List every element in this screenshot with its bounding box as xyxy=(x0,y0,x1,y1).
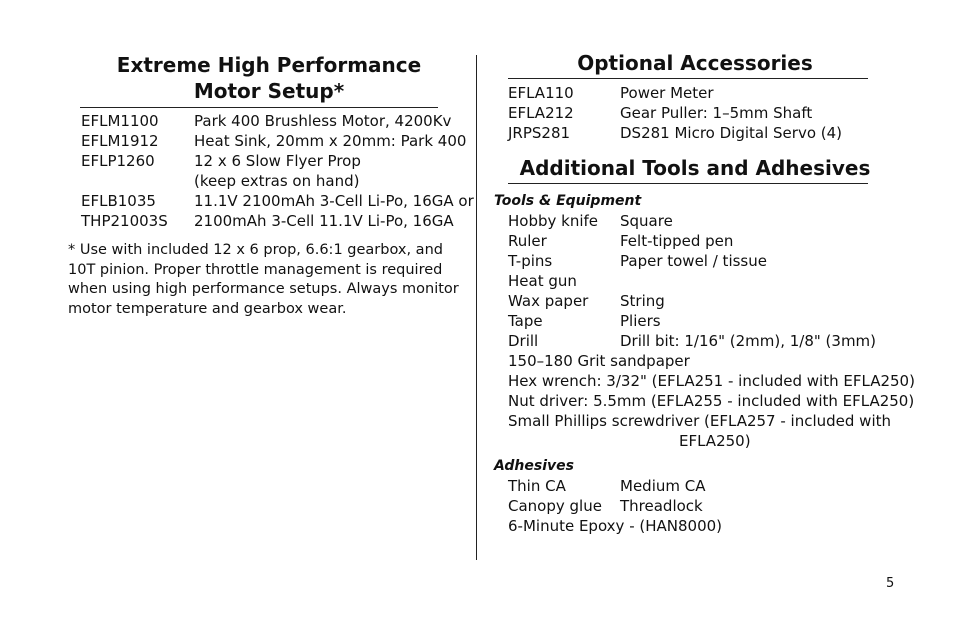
tools-list xyxy=(494,211,915,451)
part-row xyxy=(81,131,470,151)
tool-name: Wax paper xyxy=(508,292,589,310)
tool-line: Small Phillips screwdriver (EFLA257 - included with xyxy=(508,412,892,430)
tool-row xyxy=(508,211,894,231)
accessory-row xyxy=(508,83,894,103)
additional-tools-title: Additional Tools and Adhesives xyxy=(519,156,871,180)
tool-row xyxy=(508,271,894,291)
part-row xyxy=(81,211,470,231)
part-code: THP21003S xyxy=(81,212,168,230)
accessory-code: EFLA110 xyxy=(508,84,574,102)
part-row xyxy=(81,171,470,191)
tool-line: Nut driver: 5.5mm (EFLA255 - included with EFLA250) xyxy=(508,392,915,410)
motor-setup-title-line1: Extreme High Performance xyxy=(116,53,422,77)
accessory-desc: DS281 Micro Digital Servo (4) xyxy=(620,124,843,142)
part-row xyxy=(81,111,470,131)
part-desc: Heat Sink, 20mm x 20mm: Park 400 xyxy=(194,132,467,150)
accessory-row xyxy=(508,103,894,123)
tool-name: Drill bit: 1/16" (2mm), 1/8" (3mm) xyxy=(620,332,877,350)
part-desc: Park 400 Brushless Motor, 4200Kv xyxy=(194,112,452,130)
adhesive-name: Thin CA xyxy=(508,477,566,495)
tool-name: Ruler xyxy=(508,232,547,250)
tool-row xyxy=(508,231,894,251)
accessory-code: EFLA212 xyxy=(508,104,574,122)
optional-accessories-list xyxy=(494,83,894,143)
tool-name: String xyxy=(620,292,665,310)
tool-row xyxy=(508,251,894,271)
tool-name: Drill xyxy=(508,332,539,350)
adhesive-line: 6-Minute Epoxy - (HAN8000) xyxy=(508,517,723,535)
tool-name: Felt-tipped pen xyxy=(620,232,734,250)
tool-line: 150–180 Grit sandpaper xyxy=(508,352,690,370)
part-desc: (keep extras on hand) xyxy=(194,172,360,190)
tool-name: Pliers xyxy=(620,312,661,330)
motor-setup-title xyxy=(68,52,470,104)
tool-row xyxy=(508,311,894,331)
tool-name: Square xyxy=(620,212,673,230)
part-code: EFLB1035 xyxy=(81,192,156,210)
optional-accessories-rule xyxy=(508,78,868,79)
adhesives-list xyxy=(494,476,894,536)
motor-setup-rule xyxy=(80,107,438,108)
accessory-desc: Power Meter xyxy=(620,84,714,102)
part-code: EFLM1912 xyxy=(81,132,159,150)
tool-name: Hobby knife xyxy=(508,212,599,230)
part-desc: 12 x 6 Slow Flyer Prop xyxy=(194,152,361,170)
page-number: 5 xyxy=(886,576,895,591)
accessory-row xyxy=(508,123,894,143)
tool-name: T-pins xyxy=(508,252,553,270)
tool-line: Hex wrench: 3/32" (EFLA251 - included with EFLA250) xyxy=(508,372,915,390)
tool-line-continuation: EFLA250) xyxy=(679,432,751,450)
optional-accessories-title: Optional Accessories xyxy=(577,51,813,75)
part-code: EFLM1100 xyxy=(81,112,159,130)
column-divider xyxy=(476,55,477,560)
accessory-desc: Gear Puller: 1–5mm Shaft xyxy=(620,104,813,122)
left-column xyxy=(68,52,474,334)
tool-name: Tape xyxy=(508,312,543,330)
part-row xyxy=(81,151,470,171)
tool-row xyxy=(508,291,894,311)
part-row xyxy=(81,191,474,211)
accessory-code: JRPS281 xyxy=(508,124,571,142)
right-column xyxy=(494,50,915,536)
adhesive-name: Medium CA xyxy=(620,477,706,495)
adhesive-name: Threadlock xyxy=(620,497,703,515)
adhesive-name: Canopy glue xyxy=(508,497,602,515)
performance-note: * Use with included 12 x 6 prop, 6.6:1 gearbox, and 10T pinion. Proper throttle management is required when using high performance setups. Always monitor motor temperature and gearbox wear. xyxy=(68,242,459,317)
adhesive-row xyxy=(508,476,894,496)
tools-equipment-label: Tools & Equipment xyxy=(494,193,642,209)
tool-name: Heat gun xyxy=(508,272,577,290)
adhesive-row xyxy=(508,496,894,516)
tool-row xyxy=(508,331,894,351)
motor-parts-list xyxy=(68,111,474,231)
tool-name: Paper towel / tissue xyxy=(620,252,767,270)
motor-setup-title-line2: Motor Setup* xyxy=(193,79,345,103)
additional-tools-rule xyxy=(508,183,868,184)
adhesives-label: Adhesives xyxy=(494,458,574,474)
part-desc: 11.1V 2100mAh 3-Cell Li-Po, 16GA or xyxy=(194,192,474,210)
part-desc: 2100mAh 3-Cell 11.1V Li-Po, 16GA xyxy=(194,212,454,230)
part-code: EFLP1260 xyxy=(81,152,155,170)
